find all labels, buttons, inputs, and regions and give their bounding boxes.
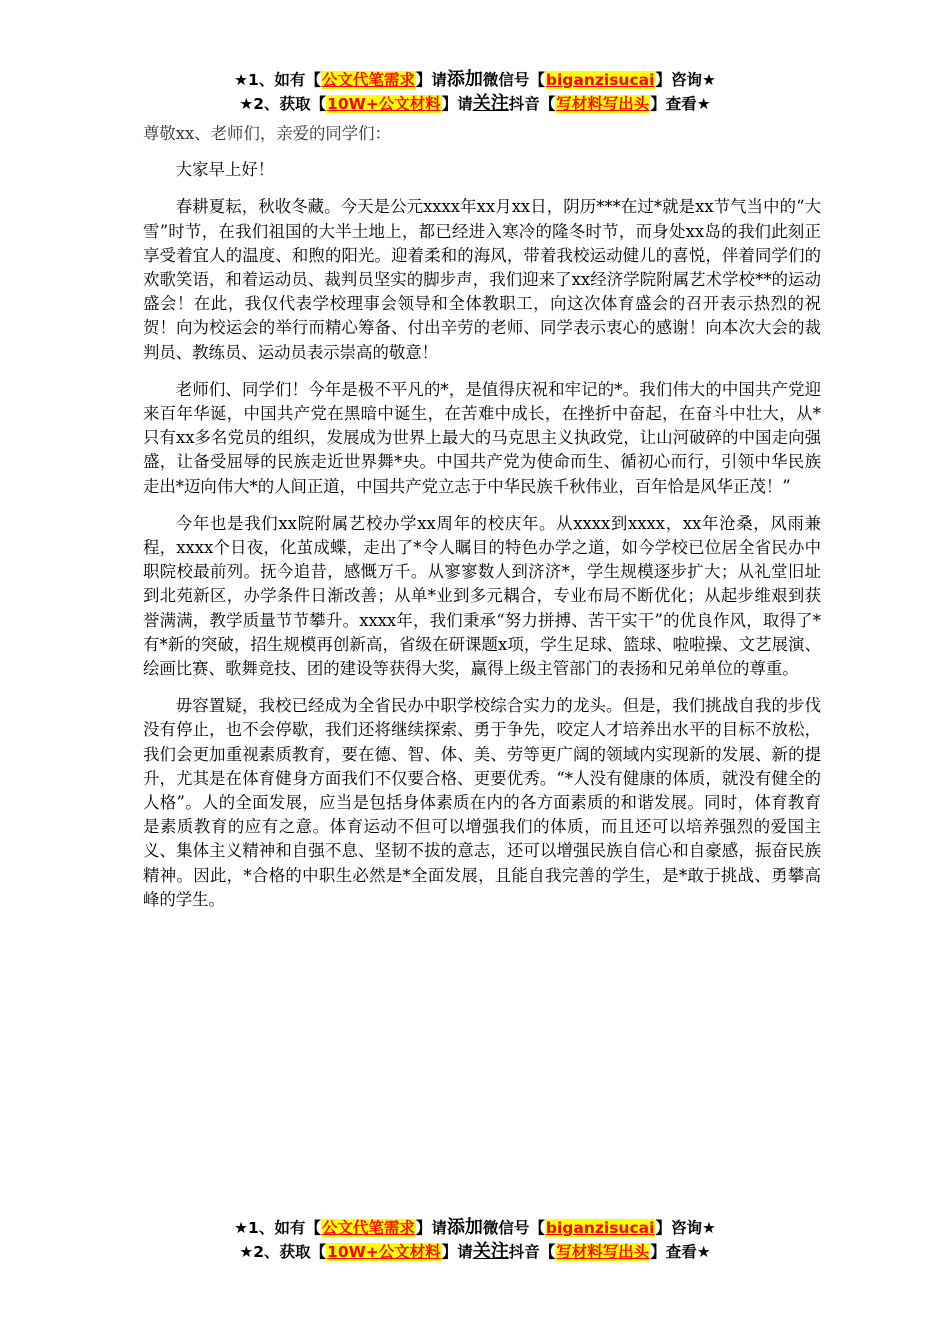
banner-highlight-service[interactable]: 公文代笔需求: [321, 1219, 415, 1237]
banner-highlight-service[interactable]: 公文代笔需求: [321, 71, 415, 89]
banner-highlight-douyin[interactable]: 写材料写出头: [556, 1243, 650, 1261]
banner-text: 】咨询★: [655, 1219, 716, 1237]
banner-text: 】请: [415, 1219, 447, 1237]
banner-highlight-materials[interactable]: 10W+公文材料: [327, 95, 441, 113]
banner-text: ★2、获取【: [239, 1243, 327, 1261]
banner-text: 抖音【: [508, 1243, 556, 1261]
paragraph: 老师们、同学们！今年是极不平凡的*，是值得庆祝和牢记的*。我们伟大的中国共产党迎来百年华诞，中国共产党在黑暗中诞生，在苦难中成长，在挫折中奋起，在奋斗中壮大，从*只有xx多名党员的组织，发展成为世界上最大的马克思主义执政党，让山河破碎的中国走向强盛，让备受屈辱的民族走近世界舞*央。中国共产党为使命而生、循初心而行，引领中华民族走出*迈向伟大*的人间正道，中国共产党立志于中华民族千秋伟业，百年恰是风华正茂！”: [143, 379, 821, 496]
banner-text: 抖音【: [508, 95, 556, 113]
banner-text: ★1、如有【: [234, 1219, 321, 1237]
banner-emphasis: 添加: [446, 69, 483, 90]
banner-emphasis: 添加: [446, 1217, 483, 1238]
paragraph: 春耕夏耘，秋收冬藏。今天是公元xxxx年xx月xx日，阴历***在过*就是xx节气当中的“大雪”时节，在我们祖国的大半土地上，都已经进入寒冷的隆冬时节，而身处xx岛的我们此刻正享受着宜人的温度、和煦的阳光。迎着柔和的海风，带着我校运动健儿的喜悦，伴着同学们的欢歌笑语，和着运动员、裁判员坚实的脚步声，我们迎来了xx经济学院附属艺术学校**的运动盛会！在此，我仅代表学校理事会领导和全体教职工，向这次体育盛会的召开表示热烈的祝贺！向为校运会的举行而精心筹备、付出辛劳的老师、同学表示衷心的感谢！向本次大会的裁判员、教练员、运动员表示崇高的敬意！: [143, 197, 821, 362]
banner-line-1: [0, 68, 950, 92]
banner-highlight-wechat[interactable]: biganzisucai: [545, 1219, 655, 1237]
salutation: 尊敬xx、老师们，亲爱的同学们：: [143, 124, 391, 143]
banner-highlight-materials[interactable]: 10W+公文材料: [327, 1243, 441, 1261]
banner-line-1: [0, 1216, 950, 1240]
banner-highlight-wechat[interactable]: biganzisucai: [545, 71, 655, 89]
banner-emphasis: 关注: [472, 1241, 509, 1262]
banner-emphasis: 关注: [472, 93, 509, 114]
banner-text: 微信号【: [482, 71, 545, 89]
banner-text: 】咨询★: [655, 71, 716, 89]
banner-highlight-douyin[interactable]: 写材料写出头: [556, 95, 650, 113]
banner-text: 】查看★: [650, 95, 711, 113]
footer-banner: [0, 1216, 950, 1264]
document-body: [143, 122, 821, 925]
banner-text: 】请: [441, 95, 473, 113]
paragraph: 毋容置疑，我校已经成为全省民办中职学校综合实力的龙头。但是，我们挑战自我的步伐没有停止，也不会停歇，我们还将继续探索、勇于争先，咬定人才培养出水平的目标不放松，我们会更加重视素质教育，要在德、智、体、美、劳等更广阔的领域内实现新的发展、新的提升，尤其是在体育健身方面我们不仅要合格、更要优秀。“*人没有健康的体质，就没有健全的人格”。人的全面发展，应当是包括身体素质在内的各方面素质的和谐发展。同时，体育教育是素质教育的应有之意。体育运动不但可以增强我们的体质，而且还可以培养强烈的爱国主义、集体主义精神和自强不息、坚韧不拔的意志，还可以增强民族自信心和自豪感，振奋民族精神。因此，*合格的中职生必然是*全面发展，且能自我完善的学生，是*敢于挑战、勇攀高峰的学生。: [143, 696, 821, 909]
paragraph: 今年也是我们xx院附属艺校办学xx周年的校庆年。从xxxx到xxxx，xx年沧桑，风雨兼程，xxxx个日夜，化茧成蝶，走出了*令人瞩目的特色办学之道，如今学校已位居全省民办中职院校最前列。抚今追昔，感慨万千。从寥寥数人到济济*，学生规模逐步扩大；从礼堂旧址到北苑新区，办学条件日渐改善；从单*业到多元耦合，专业布局不断优化；从起步维艰到获誉满满，教学质量节节攀升。xxxx年，我们秉承“努力拼搏、苦干实干”的优良作风，取得了*有*新的突破，招生规模再创新高，省级在研课题x项，学生足球、篮球、啦啦操、文艺展演、绘画比赛、歌舞竞技、团的建设等获得大奖，赢得上级主管部门的表扬和兄弟单位的尊重。: [143, 513, 821, 679]
banner-text: ★2、获取【: [239, 95, 327, 113]
banner-text: 】请: [441, 1243, 473, 1261]
greeting: 大家早上好！: [175, 160, 275, 180]
banner-text: 微信号【: [482, 1219, 545, 1237]
banner-line-2: [0, 1240, 950, 1264]
banner-text: 】查看★: [650, 1243, 711, 1261]
banner-line-2: [0, 92, 950, 116]
banner-text: 】请: [415, 71, 447, 89]
banner-text: ★1、如有【: [234, 71, 321, 89]
header-banner: [0, 68, 950, 116]
